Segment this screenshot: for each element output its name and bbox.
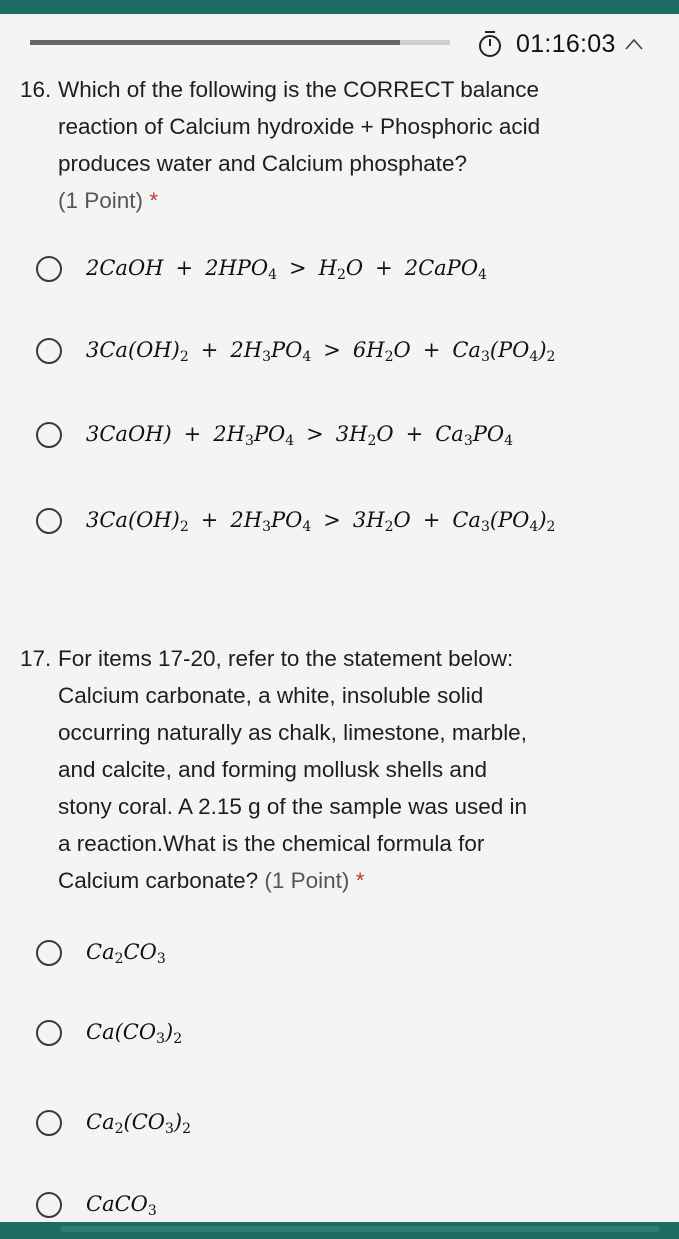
progress-bar [30,40,450,45]
question-line: For items 17-20, refer to the statement below: [58,646,514,671]
question-line: stony coral. A 2.15 g of the sample was used in [58,794,528,819]
option-17-a[interactable] [36,933,166,973]
question-line: Which of the following is the CORRECT balance [58,77,540,102]
option-17-b[interactable] [36,1013,182,1053]
question-line: Calcium carbonate? [58,868,259,893]
option-formula: $3Ca(OH)_2 + 2H_3PO_4 > 3H_2O + Ca_3(PO_4)_2$ [86,507,556,535]
option-17-c[interactable] [36,1103,191,1143]
question-number: 17. [20,646,52,671]
chevron-up-icon[interactable] [624,37,644,51]
option-formula: $Ca(CO_3)_2$ [86,1019,183,1047]
required-asterisk: * [355,868,365,893]
points-label: (1 Point) [264,868,350,893]
option-16-a[interactable] [36,249,487,289]
points-label: (1 Point) [58,188,144,213]
timer-value: 01:16:03 [516,29,616,58]
radio-button[interactable] [36,422,62,448]
option-16-b[interactable] [36,331,555,371]
option-16-d[interactable] [36,501,555,541]
option-formula: $Ca_2CO_3$ [86,939,166,967]
option-formula: 2CaOH + $2HPO_4 > H_2O$ + 2CaPO$_4$ [86,255,487,283]
stopwatch-icon [478,30,502,58]
radio-button[interactable] [36,256,62,282]
question-line: reaction of Calcium hydroxide + Phosphoric acid [58,114,541,139]
question-16 [20,71,670,219]
radio-button[interactable] [36,508,62,534]
question-line: and calcite, and forming mollusk shells and [58,757,487,782]
question-text [58,71,670,219]
top-bar [0,0,679,14]
question-number: 16. [20,77,52,102]
timer[interactable] [478,28,644,60]
progress-bar-fill [30,40,400,45]
option-formula: 3CaOH) + $2H_3PO_4 > 3H_2O + Ca_3PO_4$ [86,421,514,449]
radio-button[interactable] [36,338,62,364]
option-formula: CaCO$_3$ [86,1191,157,1219]
question-text [58,640,670,899]
question-line: occurring naturally as chalk, limestone, marble, [58,720,527,745]
question-line: Calcium carbonate, a white, insoluble solid [58,683,484,708]
radio-button[interactable] [36,1110,62,1136]
question-line: produces water and Calcium phosphate? [58,151,467,176]
question-line: a reaction.What is the chemical formula for [58,831,485,856]
radio-button[interactable] [36,940,62,966]
option-formula: $3Ca(OH)_2 + 2H_3PO_4 > 6H_2O + Ca_3(PO_4)_2$ [86,337,556,365]
bottom-bar [0,1222,679,1239]
radio-button[interactable] [36,1020,62,1046]
option-17-d[interactable] [36,1185,157,1225]
radio-button[interactable] [36,1192,62,1218]
option-formula: $Ca_2(CO_3)_2$ [86,1109,192,1137]
question-17 [20,640,670,899]
option-16-c[interactable] [36,415,513,455]
required-asterisk: * [149,188,159,213]
